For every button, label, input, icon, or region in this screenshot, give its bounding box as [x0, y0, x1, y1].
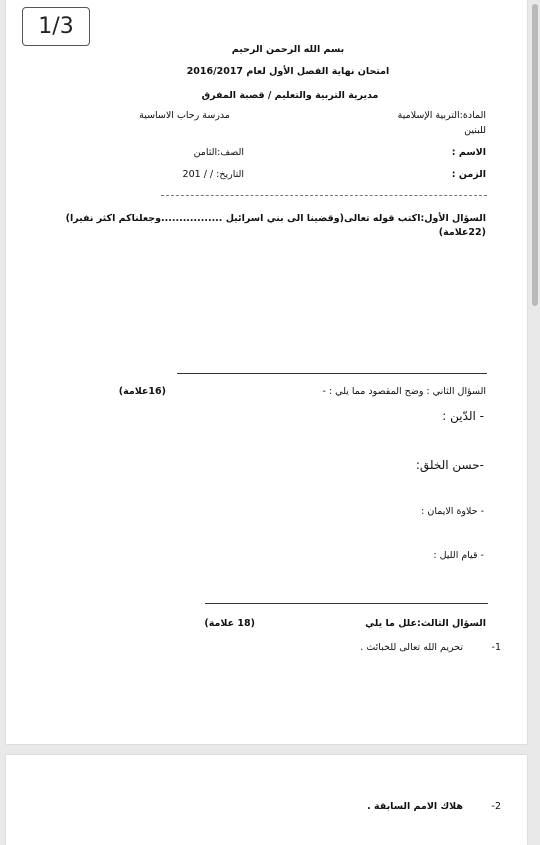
students-label: للبنين — [464, 125, 486, 136]
date-label: التاريخ: / / 201 — [182, 169, 244, 180]
question-2-item: -حسن الخلق: — [415, 458, 484, 472]
page-number-badge: 1/3 — [22, 7, 90, 46]
grade-label: الصف:الثامن — [193, 147, 244, 158]
question-3-item: هلاك الامم السابقة . — [367, 801, 463, 812]
question-3-item-number: -1 — [491, 642, 501, 653]
exam-title: امتحان نهاية الفصل الأول لعام 2016/2017 — [186, 66, 390, 77]
question-2-item: - حلاوة الايمان : — [421, 506, 484, 517]
question-2-item: - قيام الليل : — [433, 550, 484, 561]
question-3-item: تحريم الله تعالى للخبائث . — [360, 642, 463, 653]
basmala: بسم الله الرحمن الرحيم — [231, 44, 345, 55]
exam-page-2 — [6, 755, 527, 845]
question-1-marks: (22علامة) — [438, 227, 486, 238]
question-3-item-number: -2 — [491, 801, 501, 812]
question-2-item: - الدّين : — [442, 409, 484, 423]
question-3-text: السؤال الثالث:علل ما يلي — [365, 618, 486, 629]
header-divider — [161, 195, 487, 196]
student-name-label: الاسم : — [451, 147, 486, 158]
exam-page-1 — [6, 0, 527, 744]
question-2-marks: (16علامة) — [118, 386, 166, 397]
question-2-answer-line — [205, 603, 488, 604]
question-1-text: السؤال الأول:اكتب قوله تعالى(وقضينا الى بني اسرائيل .................وجعلناكم اكثر نفيرا) — [65, 213, 486, 224]
school-name: مدرسة رحاب الاساسية — [139, 110, 230, 121]
question-2-text: السؤال الثاني : وضح المقصود مما يلي : - — [322, 386, 486, 397]
question-1-answer-line — [177, 373, 487, 374]
question-3-marks: (18 علامة) — [204, 618, 255, 629]
directorate: مديرية التربية والتعليم / قصبة المفرق — [201, 90, 379, 101]
vertical-scrollbar[interactable] — [532, 4, 538, 306]
subject-label: المادة:التربية الإسلامية — [397, 110, 486, 121]
time-label: الزمن : — [451, 169, 486, 180]
